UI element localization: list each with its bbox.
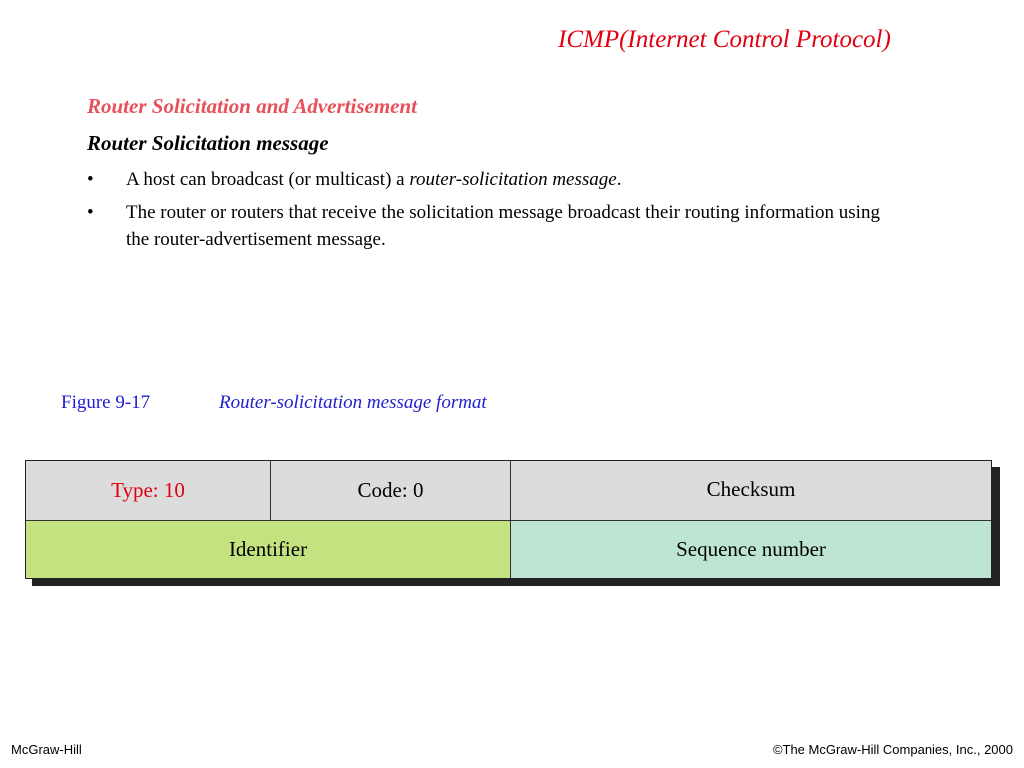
footer-publisher: McGraw-Hill	[11, 742, 82, 757]
checksum-field: Checksum	[511, 461, 991, 521]
subheading: Router Solicitation message	[87, 131, 329, 155]
type-field: Type: 10	[26, 461, 271, 521]
message-format-table	[25, 460, 992, 579]
bullet-item	[87, 166, 887, 193]
code-field: Code: 0	[271, 461, 511, 521]
bullet-text-italic: router-solicitation message	[409, 169, 617, 190]
bullet-text: The router or routers that receive the solicitation message broadcast their routing information using the router-advertisement message.	[126, 202, 880, 250]
section-heading: Router Solicitation and Advertisement	[87, 94, 418, 118]
bullet-item	[87, 199, 887, 253]
footer-copyright: ©The McGraw-Hill Companies, Inc., 2000	[772, 742, 1013, 757]
slide-title: ICMP(Internet Control Protocol)	[558, 26, 891, 53]
figure-title: Router-solicitation message format	[219, 392, 487, 413]
bullet-marker: •	[87, 202, 94, 223]
bullet-text: A host can broadcast (or multicast) a	[126, 169, 410, 190]
bullet-list	[87, 166, 887, 259]
bullet-text-end: .	[616, 169, 622, 190]
identifier-field: Identifier	[26, 521, 511, 578]
figure-number: Figure 9-17	[61, 392, 151, 413]
figure-caption	[61, 392, 487, 414]
sequence-number-field: Sequence number	[511, 521, 991, 578]
bullet-marker: •	[87, 169, 94, 190]
